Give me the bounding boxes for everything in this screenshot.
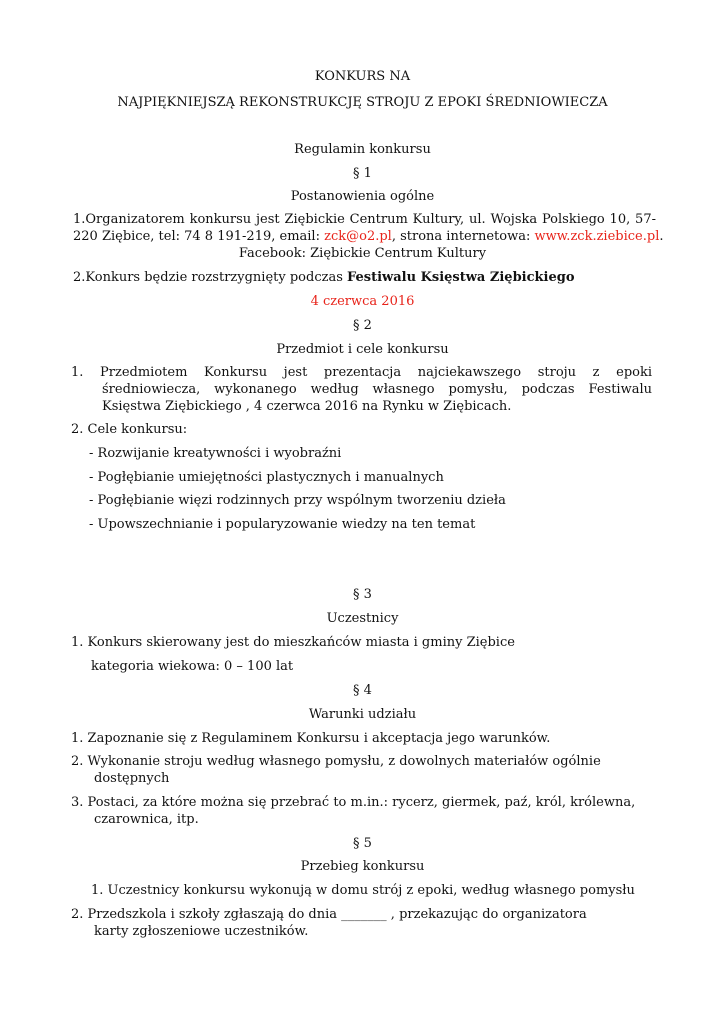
age-category: kategoria wiekowa: 0 – 100 lat — [91, 659, 294, 674]
section-5-heading: Przebieg konkursu — [300, 859, 425, 874]
regulamin-heading: Regulamin konkursu — [294, 142, 431, 157]
section-5-number: § 5 — [353, 836, 372, 851]
contact-text: 220 Ziębice, tel: 74 8 191-219, email: — [73, 229, 325, 244]
organizer-line-2 — [73, 228, 664, 245]
process-2-line-2: karty zgłoszeniowe uczestników. — [94, 924, 309, 939]
condition-3-line-2: czarownica, itp. — [94, 812, 199, 827]
goal-item: - Upowszechnianie i popularyzowanie wiedzy na ten temat — [89, 517, 476, 532]
festival-text: 2.Konkurs będzie rozstrzygnięty podczas — [73, 270, 347, 285]
goal-item: - Pogłębianie więzi rodzinnych przy wspólnym tworzeniu dzieła — [89, 493, 506, 508]
condition-3-line-1: 3. Postaci, za które można się przebrać to m.in.: rycerz, giermek, paź, król, królewna, — [71, 795, 636, 810]
participants-line: 1. Konkurs skierowany jest do mieszkańców miasta i gminy Ziębice — [71, 635, 515, 650]
section-3-number: § 3 — [353, 587, 372, 602]
organizer-line-1: 1.Organizatorem konkursu jest Ziębickie Centrum Kultury, ul. Wojska Polskiego 10, 57- — [73, 212, 656, 227]
section-3-heading: Uczestnicy — [326, 611, 399, 626]
section-1-number: § 1 — [353, 166, 372, 181]
subject-line-3: Księstwa Ziębickiego , 4 czerwca 2016 na Rynku w Ziębicach. — [102, 399, 512, 414]
process-2-line-1: 2. Przedszkola i szkoły zgłaszają do dnia _______ , przekazując do organizatora — [71, 907, 587, 922]
process-1: 1. Uczestnicy konkursu wykonują w domu strój z epoki, według własnego pomysłu — [91, 883, 635, 898]
goals-heading: 2. Cele konkursu: — [71, 422, 188, 437]
goal-item: - Pogłębianie umiejętności plastycznych i manualnych — [89, 470, 444, 485]
facebook-line: Facebook: Ziębickie Centrum Kultury — [238, 246, 487, 261]
festival-line — [73, 269, 575, 286]
goal-item: - Rozwijanie kreatywności i wyobraźni — [89, 446, 342, 461]
event-date: 4 czerwca 2016 — [310, 294, 415, 309]
title-line-1: KONKURS NA — [314, 69, 411, 84]
condition-1: 1. Zapoznanie się z Regulaminem Konkursu i akceptacja jego warunków. — [71, 731, 551, 746]
subject-line-2: średniowiecza, wykonanego według własnego pomysłu, podczas Festiwalu — [102, 382, 652, 397]
section-4-heading: Warunki udziału — [308, 707, 417, 722]
section-2-number: § 2 — [353, 318, 372, 333]
section-1-heading: Postanowienia ogólne — [290, 189, 435, 204]
period: . — [659, 229, 664, 244]
email-link[interactable]: zck@o2.pl — [324, 229, 392, 244]
section-2-heading: Przedmiot i cele konkursu — [276, 342, 449, 357]
section-4-number: § 4 — [353, 683, 372, 698]
website-label: , strona internetowa: — [391, 229, 535, 244]
website-link[interactable]: www.zck.ziebice.pl — [534, 229, 660, 244]
condition-2-line-1: 2. Wykonanie stroju według własnego pomysłu, z dowolnych materiałów ogólnie — [71, 754, 601, 769]
subject-line-1: 1. Przedmiotem Konkursu jest prezentacja najciekawszego stroju z epoki — [71, 365, 652, 380]
festival-name: Festiwalu Księstwa Ziębickiego — [347, 270, 575, 285]
title-line-2: NAJPIĘKNIEJSZĄ REKONSTRUKCJĘ STROJU Z EPOKI ŚREDNIOWIECZA — [117, 95, 608, 110]
condition-2-line-2: dostępnych — [94, 771, 170, 786]
